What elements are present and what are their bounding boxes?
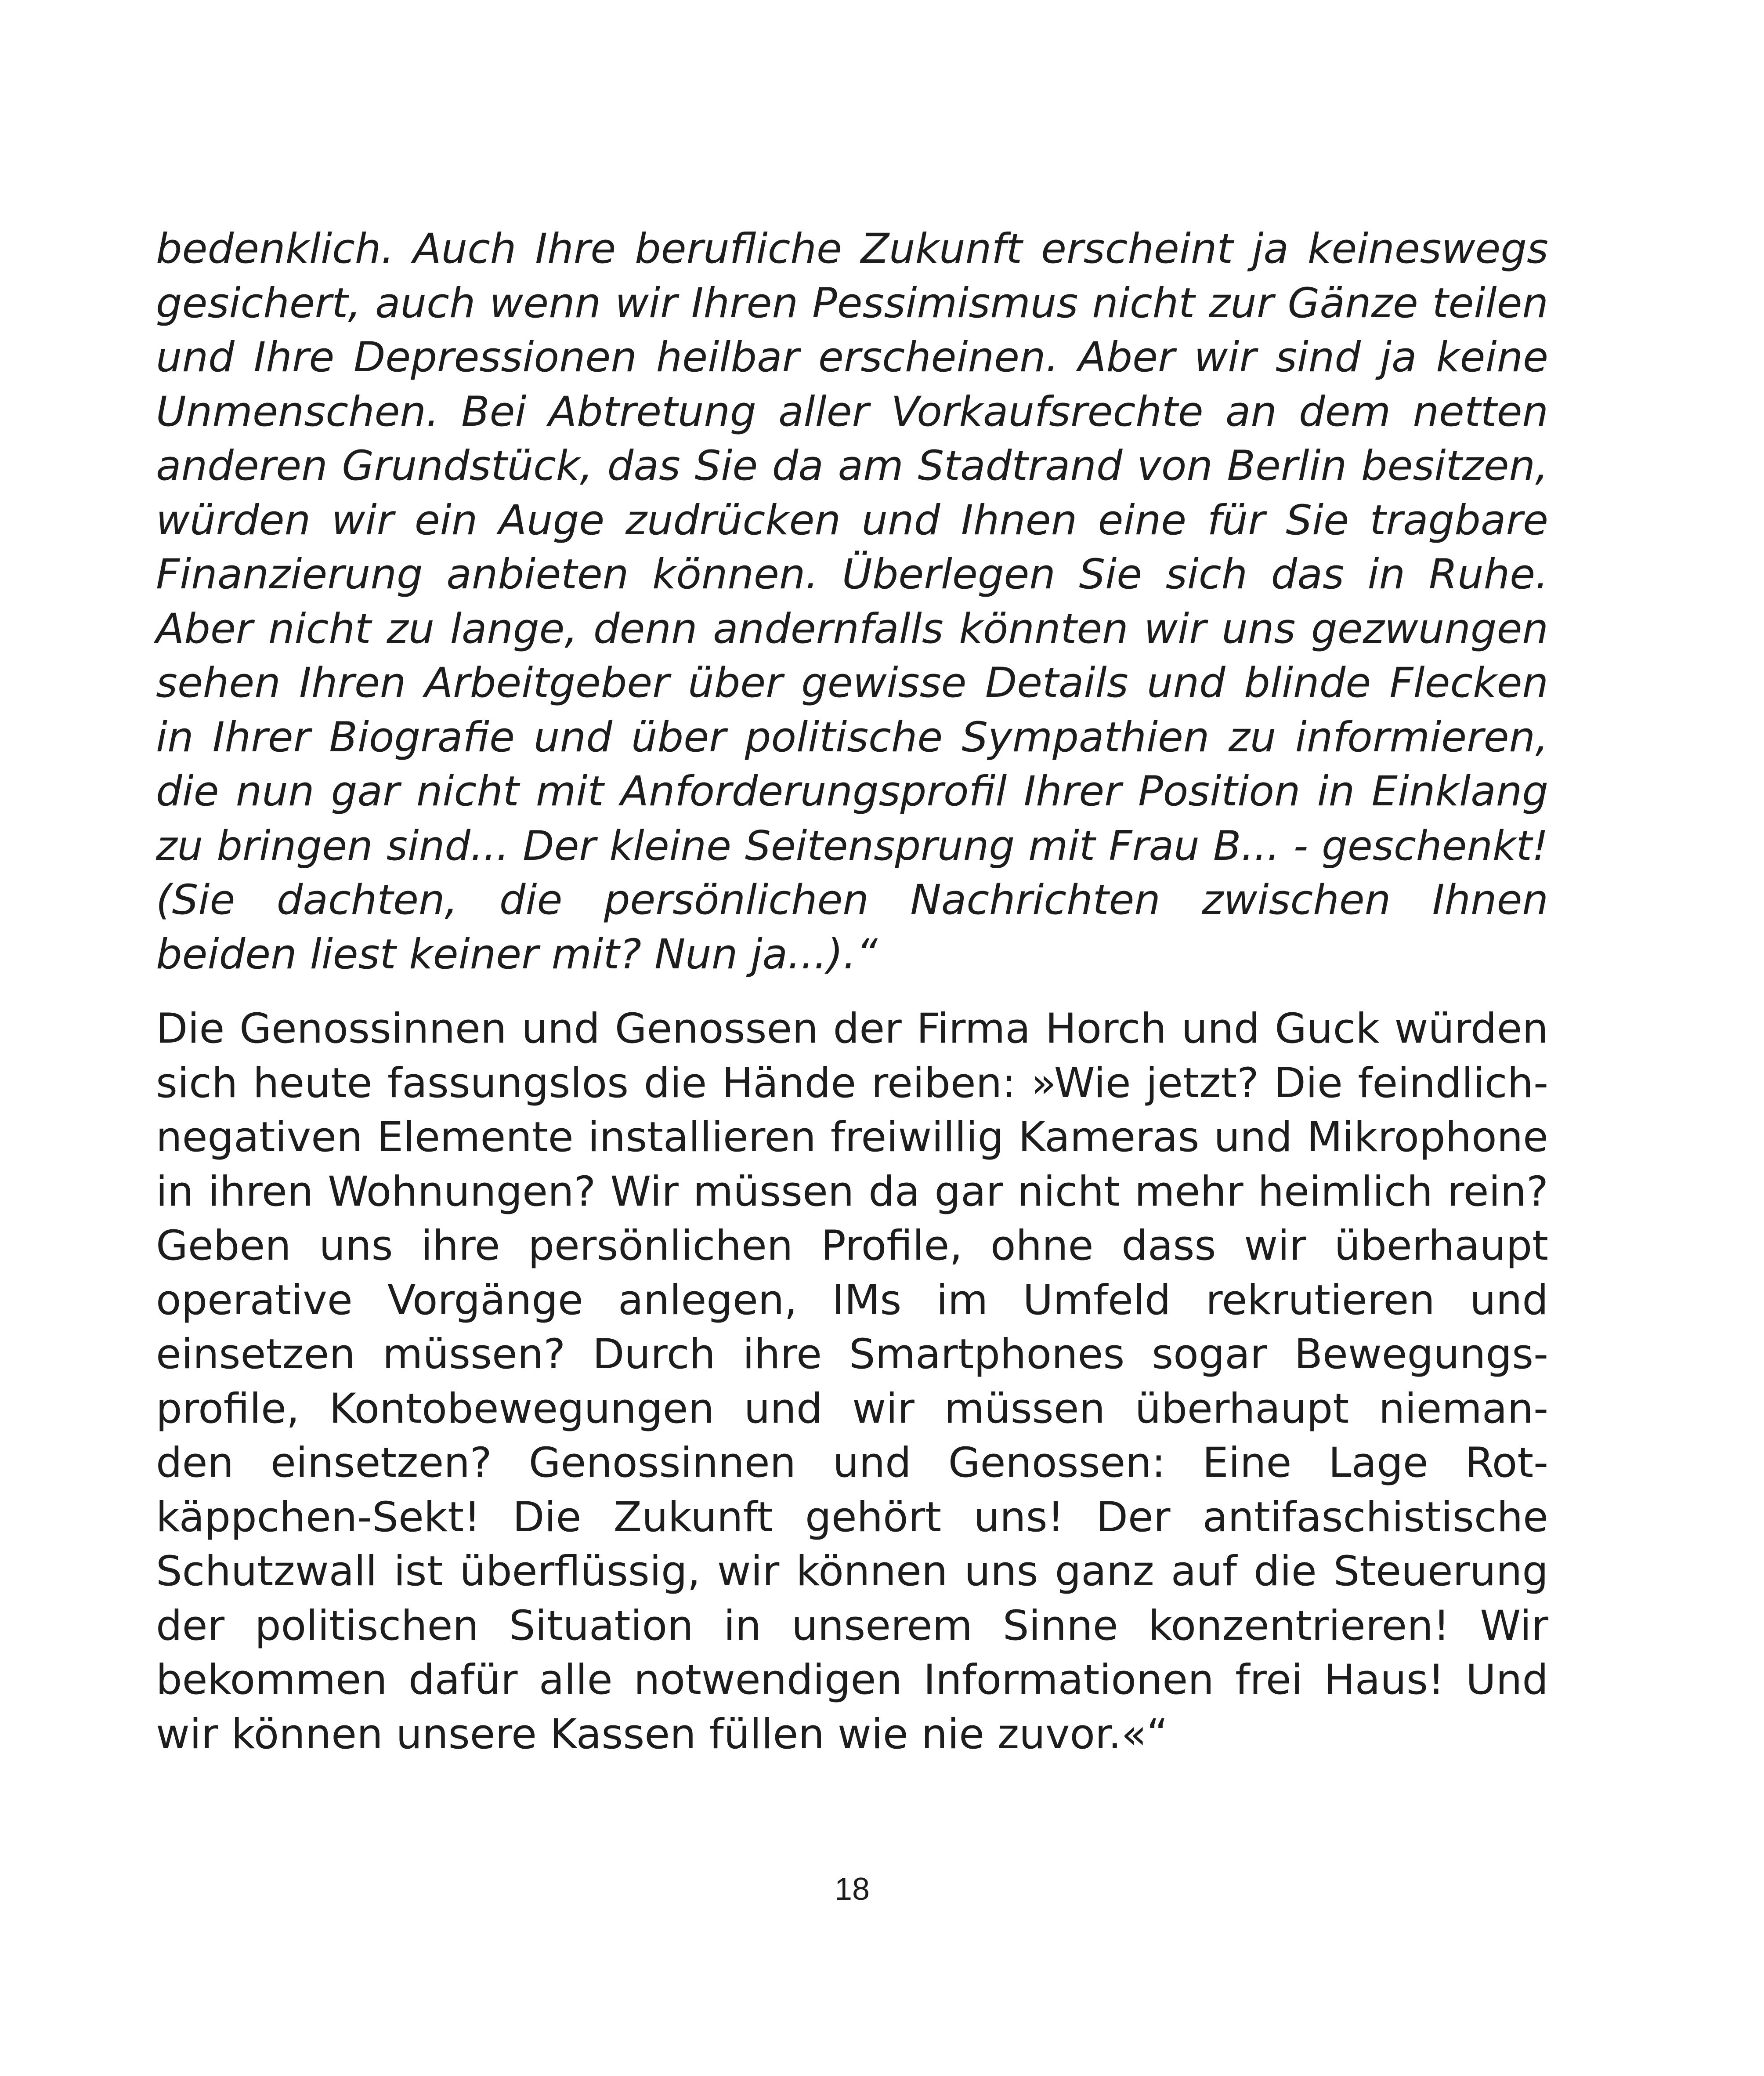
page-number: 18 — [834, 1872, 870, 1907]
quote-paragraph — [156, 222, 1548, 982]
text-line: sich heute fassungslos die Hände reiben: »Wie jetzt? Die feindlich- — [156, 1059, 1548, 1107]
text-line: bekommen dafür alle notwendigen Informationen frei Haus! Und — [156, 1656, 1548, 1704]
text-line: der politischen Situation in unserem Sinne konzentrieren! Wir — [156, 1601, 1548, 1650]
text-line: in Ihrer Biografie und über politische Sympathien zu informieren, — [156, 713, 1548, 761]
text-line: negativen Elemente installieren freiwillig Kameras und Mikrophone — [156, 1113, 1548, 1161]
text-line: Geben uns ihre persönlichen Profile, ohne dass wir überhaupt — [156, 1222, 1548, 1270]
text-line: profile, Kontobewegungen und wir müssen überhaupt nieman- — [156, 1384, 1548, 1433]
text-line: Unmenschen. Bei Abtretung aller Vorkaufsrechte an dem netten — [156, 388, 1548, 436]
text-line: Die Genossinnen und Genossen der Firma Horch und Guck würden — [156, 1005, 1548, 1053]
text-line: in ihren Wohnungen? Wir müssen da gar nicht mehr heimlich rein? — [156, 1167, 1548, 1216]
text-line: zu bringen sind... Der kleine Seitensprung mit Frau B... - geschenkt! — [156, 822, 1548, 870]
text-line: gesichert, auch wenn wir Ihren Pessimismus nicht zur Gänze teilen — [156, 279, 1548, 327]
text-line: (Sie dachten, die persönlichen Nachrichten zwischen Ihnen — [156, 876, 1548, 924]
text-line: Finanzierung anbieten können. Überlegen Sie sich das in Ruhe. — [156, 551, 1548, 598]
body-paragraph — [156, 1002, 1548, 1761]
text-line: sehen Ihren Arbeitgeber über gewisse Details und blinde Flecken — [156, 659, 1548, 707]
text-line: einsetzen müssen? Durch ihre Smartphones sogar Bewegungs- — [156, 1330, 1548, 1378]
text-line: den einsetzen? Genossinnen und Genossen: Eine Lage Rot- — [156, 1439, 1548, 1487]
text-line: würden wir ein Auge zudrücken und Ihnen eine für Sie tragbare — [156, 496, 1548, 544]
text-line: Aber nicht zu lange, denn andernfalls könnten wir uns gezwungen — [156, 605, 1548, 653]
text-line: und Ihre Depressionen heilbar erscheinen. Aber wir sind ja keine — [156, 333, 1548, 381]
text-line: käppchen-Sekt! Die Zukunft gehört uns! Der antifaschistische — [156, 1493, 1548, 1541]
text-line: bedenklich. Auch Ihre berufliche Zukunft erscheint ja keineswegs — [156, 225, 1548, 273]
text-line: operative Vorgänge anlegen, IMs im Umfeld rekrutieren und — [156, 1276, 1548, 1324]
text-line: beiden liest keiner mit? Nun ja...).“ — [156, 930, 878, 978]
text-line: die nun gar nicht mit Anforderungsprofil Ihrer Position in Einklang — [156, 768, 1548, 815]
text-line: wir können unsere Kassen füllen wie nie zuvor.«“ — [156, 1710, 1168, 1758]
text-line: anderen Grundstück, das Sie da am Stadtrand von Berlin besitzen, — [156, 442, 1548, 490]
text-line: Schutzwall ist überflüssig, wir können uns ganz auf die Steuerung — [156, 1547, 1548, 1595]
